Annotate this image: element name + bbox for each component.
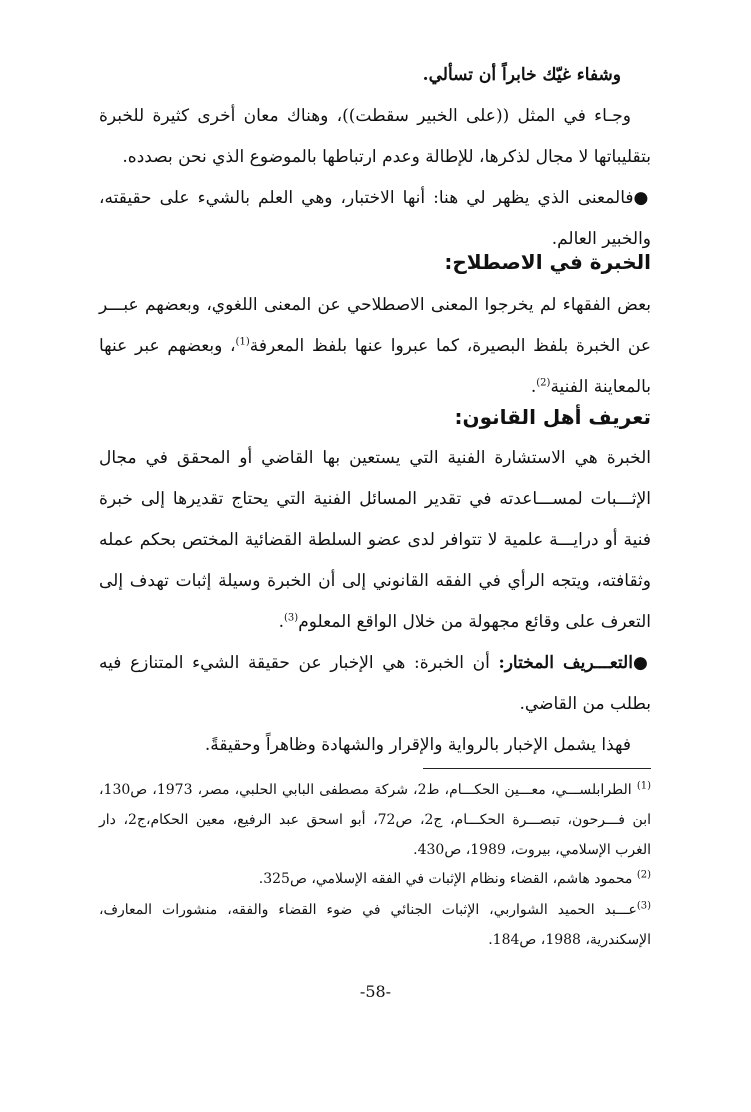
bullet-icon: ● bbox=[633, 188, 652, 208]
footnote-1 bbox=[99, 775, 651, 865]
page-number: -58- bbox=[359, 982, 392, 1001]
footnote-ref-3: (3) bbox=[284, 612, 299, 624]
paragraph-terminology bbox=[99, 285, 651, 408]
paragraph-proverb: وجـاء في المثل ((على الخبير سقطت))، وهناك معان أخرى كثيرة للخبرة بتقليباتها لا مجال لذكرها، للإطالة وعدم ارتباطها بالموضوع الذي نحن بصدده. bbox=[99, 106, 651, 167]
footnote-ref-1: (1) bbox=[235, 336, 250, 348]
bullet-icon: ● bbox=[632, 653, 651, 673]
paragraph-chosen-definition bbox=[99, 643, 651, 725]
law-text-b: . bbox=[278, 612, 285, 632]
footnote-text-2: محمود هاشم، القضاء ونظام الإثبات في الفقه الإسلامي، ص325. bbox=[258, 871, 637, 887]
footnote-2 bbox=[99, 864, 651, 894]
terminology-text-b: ، وبعضهم عبر عنها بالمعاينة الفنية bbox=[99, 336, 651, 397]
chosen-definition-label: التعـــريف المختار: bbox=[498, 653, 633, 673]
section-law bbox=[99, 402, 651, 766]
paragraph-conclusion: فهذا يشمل الإخبار بالرواية والإقرار والشهادة وظاهراً وحقيقةً. bbox=[204, 735, 631, 755]
footnote-ref-2: (2) bbox=[536, 377, 551, 389]
section-terminology bbox=[99, 247, 651, 408]
section-heading-law: تعريف أهل القانون: bbox=[454, 405, 651, 429]
footnote-text-3: عـــبد الحميد الشواربي، الإثبات الجنائي في ضوء القضاء والفقه، منشورات المعارف، الإسكندرية، 1988، ص184. bbox=[99, 902, 651, 948]
chosen-definition-text: أن الخبرة: هي الإخبار عن حقيقة الشيء المتنازع فيه بطلب من القاضي. bbox=[99, 653, 651, 714]
footnote-text-1: الطرابلســـي، معـــين الحكـــام، ط2، شركة مصطفى البابي الحلبي، مصر، 1973، ص130، ابن فـــرحون، تبصـــرة الحكـــام، ج2، ص72، أبو اسحق عبد الرفيع، معين الحكام،ج2، دار الغرب الإسلامي، بيروت، 1989، ص430. bbox=[99, 782, 651, 858]
footnote-number-2: (2) bbox=[636, 869, 651, 881]
footnote-separator bbox=[423, 768, 651, 769]
footnote-number-1: (1) bbox=[636, 780, 651, 792]
paragraph-meaning-text: فالمعنى الذي يظهر لي هنا: أنها الاختبار، وهي العلم بالشيء على حقيقته، والخبير العالم. bbox=[99, 188, 651, 249]
law-text-a: الخبرة هي الاستشارة الفنية التي يستعين بها القاضي أو المحقق في مجال الإثـــبات لمســـاعدته في تقدير المسائل الفنية التي يحتاج تقديرها إلى خبرة فنية أو درايـــة علمية لا تتوافر لدى عضو السلطة القضائية المختص بحكم عمله وثقافته، ويتجه الرأي في الفقه القانوني إلى أن الخبرة وسيلة إثبات تهدف إلى التعرف على وقائع مجهولة من خلال الواقع المعلوم bbox=[99, 448, 651, 632]
terminology-text-c: . bbox=[530, 377, 537, 397]
terminology-text-a: بعض الفقهاء لم يخرجوا المعنى الاصطلاحي عن المعنى اللغوي، وبعضهم عبـــر عن الخبرة بلفظ البصيرة، كما عبروا عنها بلفظ المعرفة bbox=[99, 295, 651, 356]
intro-block bbox=[99, 55, 651, 260]
paragraph-law-definition bbox=[99, 438, 651, 643]
poem-line: وشفاء غيّك خابراً أن تسألي. bbox=[422, 65, 621, 85]
footnote-number-3: (3) bbox=[636, 900, 651, 912]
footnote-3 bbox=[99, 895, 651, 955]
section-heading-terminology: الخبرة في الاصطلاح: bbox=[444, 250, 651, 274]
